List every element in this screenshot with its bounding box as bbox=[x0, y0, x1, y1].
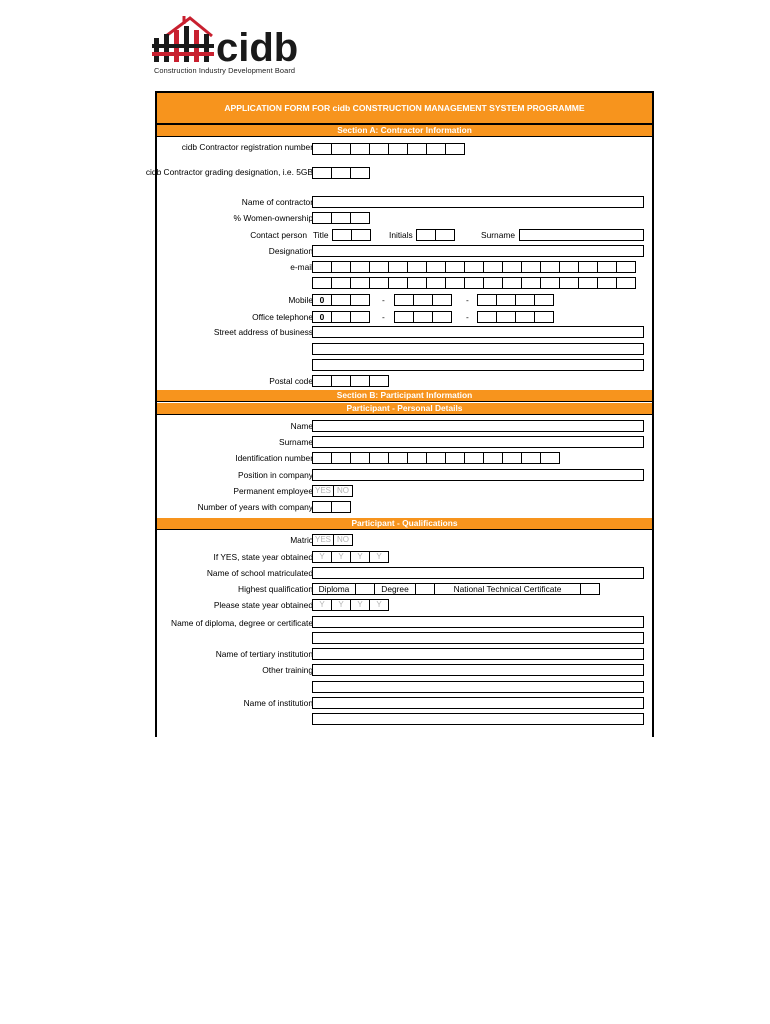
title-label: Title bbox=[313, 230, 329, 240]
qualification-year-cells[interactable] bbox=[312, 599, 388, 611]
diploma-name-label: Name of diploma, degree or certificate bbox=[171, 618, 313, 628]
title-cells[interactable] bbox=[332, 229, 370, 241]
section-b-heading: Section B: Participant Information bbox=[157, 390, 652, 402]
year-digit-2[interactable]: Y bbox=[331, 551, 351, 563]
street-address-label: Street address of business bbox=[213, 327, 313, 337]
form-title: APPLICATION FORM FOR cidb CONSTRUCTION MANAGEMENT SYSTEM PROGRAMME bbox=[157, 93, 652, 125]
participant-name-field[interactable] bbox=[312, 420, 644, 432]
mobile-cells[interactable] bbox=[312, 294, 369, 306]
grading-cells[interactable] bbox=[312, 167, 369, 179]
email-label: e-mail bbox=[290, 262, 313, 272]
mobile-prefix: 0 bbox=[312, 294, 332, 306]
institution-field-2[interactable] bbox=[312, 713, 644, 725]
street-address-line-3[interactable] bbox=[312, 359, 644, 371]
registration-cells[interactable] bbox=[312, 143, 464, 155]
personal-details-heading: Participant - Personal Details bbox=[157, 403, 652, 415]
mobile-dash-1: - bbox=[382, 295, 385, 305]
state-year-label: Please state year obtained bbox=[213, 600, 313, 610]
position-field[interactable] bbox=[312, 469, 644, 481]
year-digit-1[interactable]: Y bbox=[312, 551, 332, 563]
diploma-checkbox[interactable] bbox=[355, 583, 375, 595]
office-prefix: 0 bbox=[312, 311, 332, 323]
registration-label: cidb Contractor registration number bbox=[181, 142, 313, 152]
office-cells-3[interactable] bbox=[477, 311, 553, 323]
initials-cells[interactable] bbox=[416, 229, 454, 241]
participant-surname-field[interactable] bbox=[312, 436, 644, 448]
diploma-name-field-2[interactable] bbox=[312, 632, 644, 644]
office-cells-2[interactable] bbox=[394, 311, 451, 323]
year-digit-4[interactable]: Y bbox=[369, 551, 389, 563]
diploma-name-field-1[interactable] bbox=[312, 616, 644, 628]
school-field[interactable] bbox=[312, 567, 644, 579]
mobile-cells-2[interactable] bbox=[394, 294, 451, 306]
tertiary-institution-label: Name of tertiary institution bbox=[215, 649, 313, 659]
diploma-option[interactable]: Diploma bbox=[312, 583, 356, 595]
degree-option[interactable]: Degree bbox=[374, 583, 416, 595]
matric-yes-option[interactable]: YES bbox=[312, 534, 334, 546]
office-telephone-label: Office telephone bbox=[252, 312, 313, 322]
section-a-heading: Section A: Contractor Information bbox=[157, 125, 652, 137]
contractor-name-label: Name of contractor bbox=[241, 197, 313, 207]
permanent-employee-label: Permanent employee bbox=[233, 486, 313, 496]
years-cells[interactable] bbox=[312, 501, 350, 513]
qualifications-heading: Participant - Qualifications bbox=[157, 518, 652, 530]
id-number-label: Identification number bbox=[235, 453, 313, 463]
qual-year-digit-2[interactable]: Y bbox=[331, 599, 351, 611]
contact-surname-field[interactable] bbox=[519, 229, 644, 241]
institution-field-1[interactable] bbox=[312, 697, 644, 709]
logo-tagline: Construction Industry Development Board bbox=[154, 66, 296, 75]
mobile-dash-2: - bbox=[466, 295, 469, 305]
street-address-line-1[interactable] bbox=[312, 326, 644, 338]
matric-yes-no[interactable] bbox=[312, 534, 352, 546]
qual-year-digit-1[interactable]: Y bbox=[312, 599, 332, 611]
ntc-checkbox[interactable] bbox=[580, 583, 600, 595]
permanent-no-option[interactable]: NO bbox=[333, 485, 353, 497]
grading-label: cidb Contractor grading designation, i.e. 5GB bbox=[145, 167, 313, 177]
year-digit-3[interactable]: Y bbox=[350, 551, 370, 563]
contact-person-label: Contact person bbox=[250, 230, 307, 240]
postal-code-cells[interactable] bbox=[312, 375, 388, 387]
matric-year-cells[interactable] bbox=[312, 551, 388, 563]
permanent-yes-option[interactable]: YES bbox=[312, 485, 334, 497]
email-cells-row2[interactable] bbox=[312, 277, 635, 289]
other-training-field-1[interactable] bbox=[312, 664, 644, 676]
office-cells[interactable] bbox=[312, 311, 369, 323]
designation-field[interactable] bbox=[312, 245, 644, 257]
highest-qualification-label: Highest qualification bbox=[238, 584, 313, 594]
tertiary-institution-field[interactable] bbox=[312, 648, 644, 660]
street-address-line-2[interactable] bbox=[312, 343, 644, 355]
email-cells-row1[interactable] bbox=[312, 261, 635, 273]
matric-no-option[interactable]: NO bbox=[333, 534, 353, 546]
institution-label: Name of institution bbox=[243, 698, 313, 708]
cidb-logo-mark bbox=[152, 14, 302, 64]
other-training-label: Other training bbox=[262, 665, 313, 675]
contractor-name-field[interactable] bbox=[312, 196, 644, 208]
logo-wordmark: cidb bbox=[216, 26, 299, 64]
permanent-yes-no[interactable] bbox=[312, 485, 352, 497]
year-obtained-label: If YES, state year obtained bbox=[213, 552, 313, 562]
qual-year-digit-4[interactable]: Y bbox=[369, 599, 389, 611]
years-label: Number of years with company bbox=[197, 502, 313, 512]
position-label: Position in company bbox=[238, 470, 313, 480]
degree-checkbox[interactable] bbox=[415, 583, 435, 595]
ntc-option[interactable]: National Technical Certificate bbox=[434, 583, 581, 595]
surname-contact-label: Surname bbox=[481, 230, 515, 240]
school-label: Name of school matriculated bbox=[206, 568, 313, 578]
matric-label: Matric bbox=[290, 535, 313, 545]
other-training-field-2[interactable] bbox=[312, 681, 644, 693]
mobile-label: Mobile bbox=[288, 295, 313, 305]
initials-label: Initials bbox=[389, 230, 413, 240]
office-dash-1: - bbox=[382, 312, 385, 322]
women-ownership-label: % Women-ownership bbox=[233, 213, 313, 223]
application-form bbox=[145, 91, 654, 737]
qual-year-digit-3[interactable]: Y bbox=[350, 599, 370, 611]
participant-surname-label: Surname bbox=[279, 437, 313, 447]
participant-name-label: Name bbox=[290, 421, 313, 431]
office-dash-2: - bbox=[466, 312, 469, 322]
id-number-cells[interactable] bbox=[312, 452, 559, 464]
designation-label: Designation bbox=[268, 246, 313, 256]
women-ownership-cells[interactable] bbox=[312, 212, 369, 224]
mobile-cells-3[interactable] bbox=[477, 294, 553, 306]
postal-code-label: Postal code bbox=[269, 376, 313, 386]
